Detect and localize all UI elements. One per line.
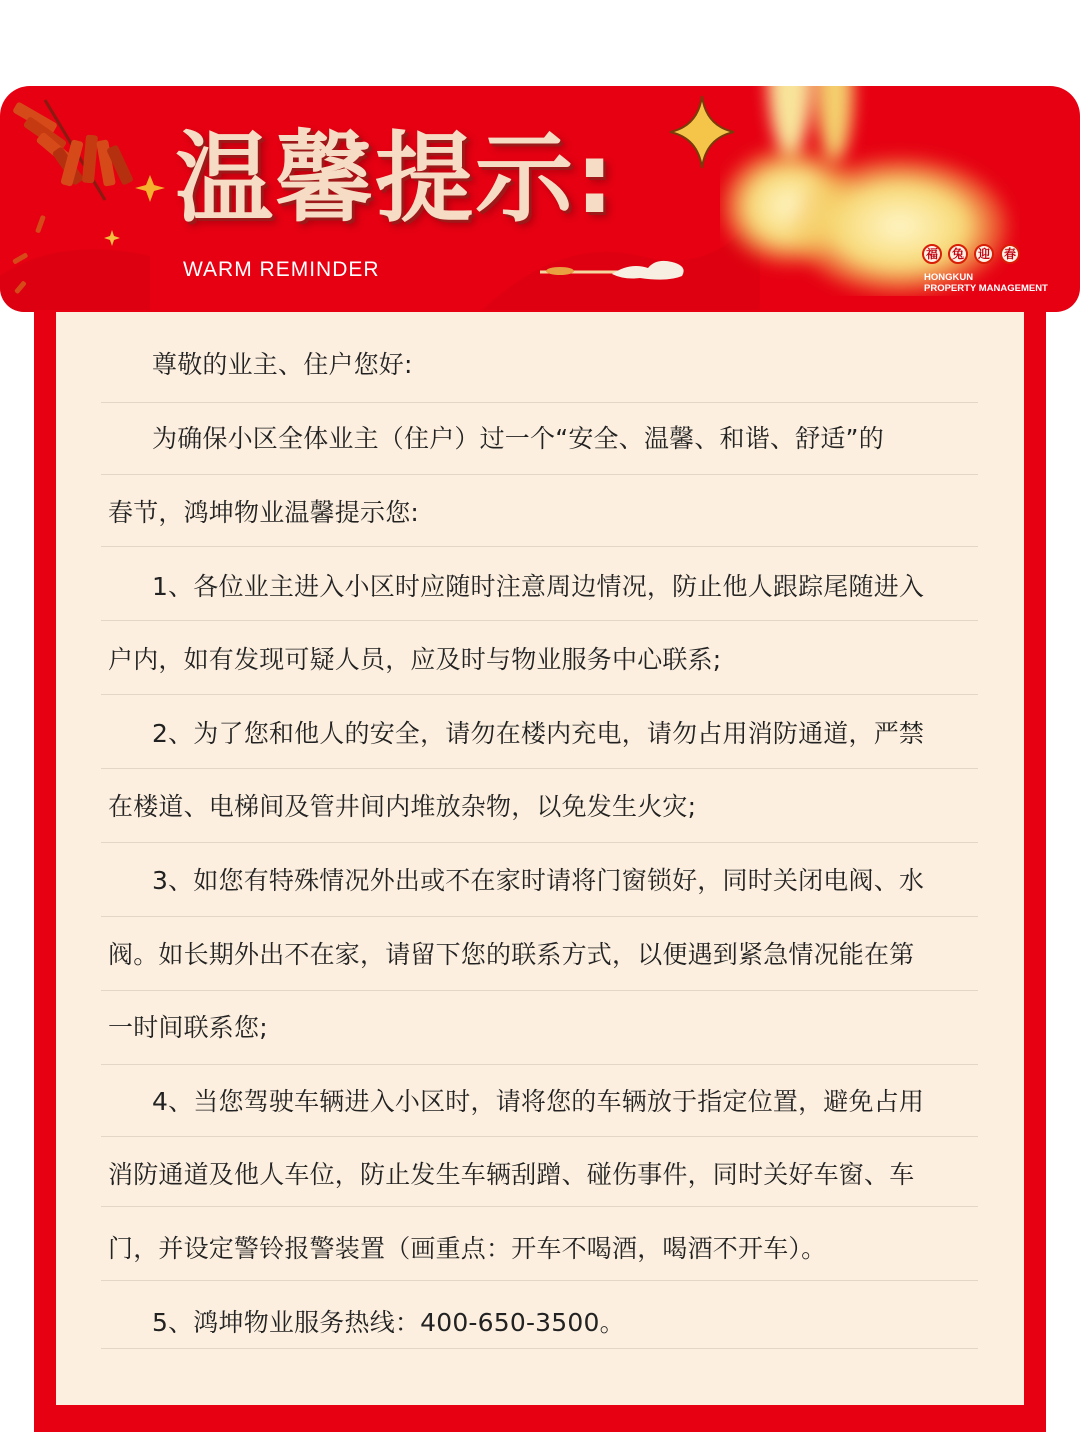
notice-line: 2、为了您和他人的安全，请勿在楼内充电，请勿占用消防通道，严禁 — [152, 719, 925, 748]
firecracker-icon — [12, 100, 134, 294]
cloud-icon — [540, 261, 684, 280]
ruled-line — [101, 1280, 978, 1281]
ruled-line — [101, 546, 978, 547]
notice-line: 为确保小区全体业主（住户）过一个“安全、温馨、和谐、舒适”的 — [152, 424, 884, 453]
banner-decorations — [0, 0, 1080, 320]
notice-line: 3、如您有特殊情况外出或不在家时请将门窗锁好，同时关闭电阀、水 — [152, 866, 925, 895]
ruled-line — [101, 474, 978, 475]
page-subtitle: WARM REMINDER — [183, 258, 380, 281]
notice-line: 阀。如长期外出不在家，请留下您的联系方式，以便遇到紧急情况能在第 — [108, 940, 915, 969]
seal-char: 兔 — [948, 244, 968, 264]
ruled-line — [101, 842, 978, 843]
hotline-line: 5、鸿坤物业服务热线：400-650-3500。 — [152, 1308, 625, 1337]
star-icon — [670, 96, 734, 168]
ruled-line — [101, 1136, 978, 1137]
page-title: 温馨提示: — [175, 122, 617, 236]
notice-line: 1、各位业主进入小区时应随时注意周边情况，防止他人跟踪尾随进入 — [152, 572, 925, 601]
ruled-line — [101, 620, 978, 621]
ruled-line — [101, 990, 978, 991]
notice-line: 春节，鸿坤物业温馨提示您: — [108, 498, 420, 527]
notice-line: 门，并设定警铃报警装置（画重点：开车不喝酒，喝酒不开车）。 — [108, 1234, 827, 1263]
ruled-line — [101, 916, 978, 917]
notice-line: 户内，如有发现可疑人员，应及时与物业服务中心联系; — [108, 645, 722, 674]
ruled-line — [101, 768, 978, 769]
ruled-line — [101, 1206, 978, 1207]
seal-char: 迎 — [974, 244, 994, 264]
notice-line: 在楼道、电梯间及管井间内堆放杂物，以免发生火灾; — [108, 792, 697, 821]
spark-icon — [104, 175, 165, 246]
brand-line-2: PROPERTY MANAGEMENT — [924, 283, 1048, 294]
ruled-line — [101, 694, 978, 695]
notice-line: 一时间联系您; — [108, 1013, 268, 1042]
ruled-line — [101, 402, 978, 403]
notice-line: 4、当您驾驶车辆进入小区时，请将您的车辆放于指定位置，避免占用 — [152, 1087, 925, 1116]
seal-char: 福 — [922, 244, 942, 264]
seal-char: 春 — [1000, 244, 1020, 264]
brand-line-1: HONGKUN — [924, 272, 974, 283]
greeting-text: 尊敬的业主、住户您好: — [152, 350, 413, 379]
ruled-line — [101, 1064, 978, 1065]
notice-line: 消防通道及他人车位，防止发生车辆刮蹭、碰伤事件，同时关好车窗、车 — [108, 1160, 915, 1189]
ruled-line — [101, 1348, 978, 1349]
